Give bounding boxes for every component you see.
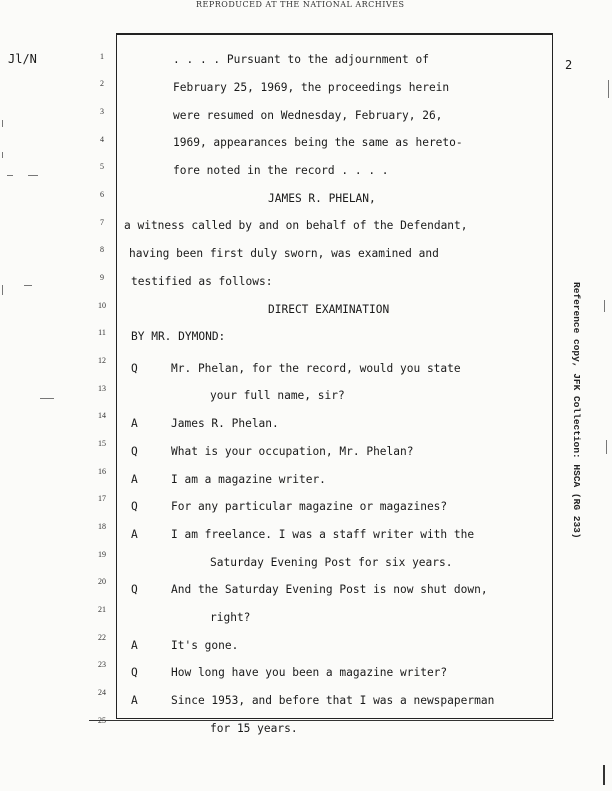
scan-artifact bbox=[604, 300, 605, 312]
line-number: 10 bbox=[98, 301, 106, 310]
scan-artifact bbox=[40, 398, 54, 399]
scan-artifact bbox=[606, 440, 607, 454]
reference-copy-note: Reference copy, JFK Collection: HSCA (RG 233) bbox=[571, 282, 582, 539]
transcript-line: For any particular magazine or magazines? bbox=[171, 500, 448, 513]
scan-artifact bbox=[2, 152, 3, 158]
line-number: 22 bbox=[98, 633, 106, 642]
witness-name: JAMES R. PHELAN, bbox=[268, 192, 376, 205]
line-number: 21 bbox=[98, 605, 106, 614]
section-heading: DIRECT EXAMINATION bbox=[268, 303, 390, 316]
line-number: 14 bbox=[98, 411, 106, 420]
transcript-line: It's gone. bbox=[171, 639, 239, 652]
line-number: 19 bbox=[98, 550, 106, 559]
speaker-q: Q bbox=[131, 445, 138, 458]
transcript-line: James R. Phelan. bbox=[171, 417, 279, 430]
scan-artifact bbox=[608, 80, 609, 98]
line-number: 23 bbox=[98, 660, 106, 669]
line-number: 25 bbox=[98, 716, 106, 725]
transcript-line: What is your occupation, Mr. Phelan? bbox=[171, 445, 414, 458]
speaker-q: Q bbox=[131, 583, 138, 596]
transcript-line: for 15 years. bbox=[210, 722, 298, 735]
transcript-line: . . . . Pursuant to the adjournment of bbox=[173, 53, 429, 66]
speaker-a: A bbox=[131, 639, 138, 652]
line-number: 4 bbox=[100, 135, 104, 144]
transcript-line: Saturday Evening Post for six years. bbox=[210, 556, 453, 569]
line-number: 13 bbox=[98, 384, 106, 393]
line-number: 18 bbox=[98, 522, 106, 531]
transcript-line: Since 1953, and before that I was a newspaperman bbox=[171, 694, 495, 707]
speaker-q: Q bbox=[131, 362, 138, 375]
line-number: 5 bbox=[100, 162, 104, 171]
transcript-line: Mr. Phelan, for the record, would you state bbox=[171, 362, 461, 375]
speaker-a: A bbox=[131, 694, 138, 707]
line-number: 24 bbox=[98, 688, 106, 697]
line-number: 15 bbox=[98, 439, 106, 448]
scan-artifact bbox=[24, 285, 32, 286]
transcript-line: And the Saturday Evening Post is now shut down, bbox=[171, 583, 488, 596]
job-code: Jl/N bbox=[8, 52, 37, 66]
line-number: 20 bbox=[98, 577, 106, 586]
scan-artifact bbox=[603, 765, 605, 785]
transcript-line: I am freelance. I was a staff writer with the bbox=[171, 528, 475, 541]
line-number: 17 bbox=[98, 494, 106, 503]
line-number: 2 bbox=[100, 79, 104, 88]
transcript-line: fore noted in the record . . . . bbox=[173, 164, 389, 177]
transcript-line: a witness called by and on behalf of the Defendant, bbox=[124, 219, 468, 232]
speaker-q: Q bbox=[131, 500, 138, 513]
speaker-a: A bbox=[131, 528, 138, 541]
transcript-line: were resumed on Wednesday, February, 26, bbox=[173, 109, 443, 122]
scan-artifact bbox=[7, 175, 13, 176]
line-number: 3 bbox=[100, 107, 104, 116]
scan-artifact bbox=[2, 120, 3, 127]
bottom-rule bbox=[89, 720, 554, 721]
line-number: 9 bbox=[100, 273, 104, 282]
speaker-a: A bbox=[131, 417, 138, 430]
line-number: 1 bbox=[100, 52, 104, 61]
scan-artifact bbox=[2, 285, 3, 295]
line-number: 8 bbox=[100, 245, 104, 254]
speaker-q: Q bbox=[131, 666, 138, 679]
page-number: 2 bbox=[565, 58, 573, 72]
transcript-line: February 25, 1969, the proceedings herein bbox=[173, 81, 450, 94]
line-number: 6 bbox=[100, 190, 104, 199]
examiner-line: BY MR. DYMOND: bbox=[131, 330, 226, 343]
speaker-a: A bbox=[131, 473, 138, 486]
line-number: 12 bbox=[98, 356, 106, 365]
scan-artifact bbox=[28, 175, 38, 176]
transcript-line: How long have you been a magazine writer? bbox=[171, 666, 448, 679]
transcript-line: your full name, sir? bbox=[210, 389, 345, 402]
line-number: 16 bbox=[98, 467, 106, 476]
transcript-line: 1969, appearances being the same as hereto- bbox=[173, 136, 463, 149]
archive-stamp: REPRODUCED AT THE NATIONAL ARCHIVES bbox=[196, 0, 405, 9]
transcript-line: I am a magazine writer. bbox=[171, 473, 326, 486]
transcript-line: having been first duly sworn, was examined and bbox=[129, 247, 439, 260]
transcript-line: right? bbox=[210, 611, 251, 624]
transcript-line: testified as follows: bbox=[131, 275, 273, 288]
line-number: 7 bbox=[100, 218, 104, 227]
line-number: 11 bbox=[98, 328, 106, 337]
